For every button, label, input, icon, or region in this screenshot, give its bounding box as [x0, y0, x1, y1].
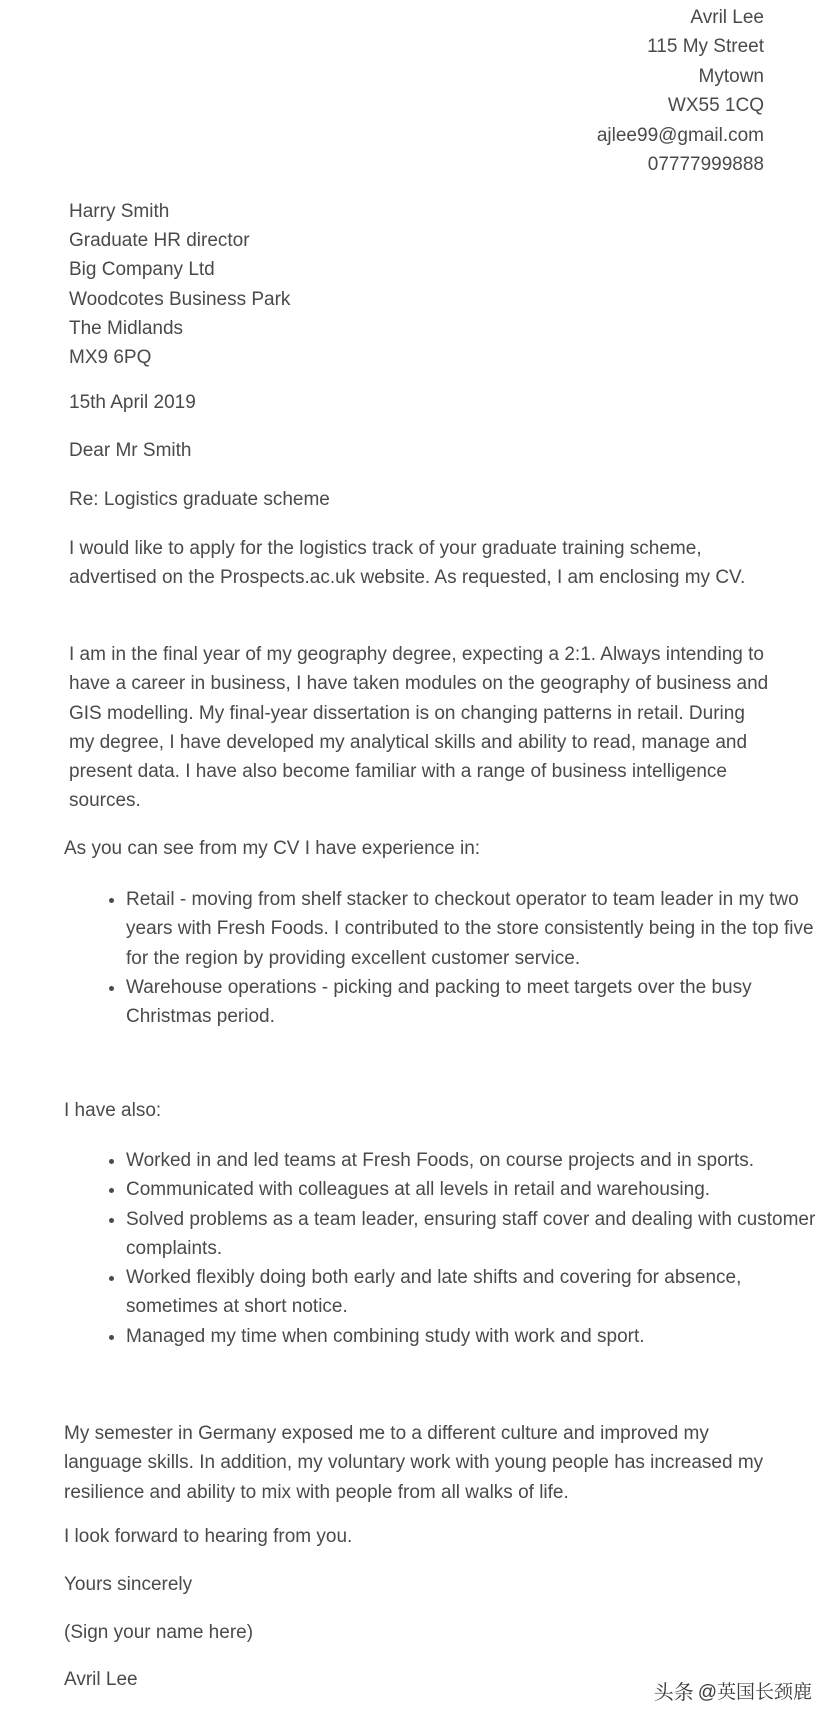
recipient-address-line: Woodcotes Business Park: [69, 288, 291, 310]
sender-town: Mytown: [698, 65, 764, 87]
recipient-address-block: [69, 197, 290, 372]
experience-list: [64, 885, 826, 1031]
list-item: • Retail - moving from shelf stacker to checkout operator to team leader in my two years with Fresh Foods. I contributed to the store consistently being in the top five for the region by providing excellent customer service.: [126, 885, 826, 973]
intro-paragraph: I would like to apply for the logistics track of your graduate training scheme, advertised on the Prospects.ac.uk website. As requested, I am enclosing my CV.: [69, 538, 746, 589]
list-item: • Managed my time when combining study with work and sport.: [126, 1322, 826, 1351]
list-item: • Worked in and led teams at Fresh Foods, on course projects and in sports.: [126, 1146, 826, 1175]
sender-phone: 07777999888: [647, 154, 764, 176]
also-list: [64, 1146, 826, 1351]
recipient-name: Harry Smith: [69, 201, 170, 222]
sender-street: 115 My Street: [647, 36, 764, 58]
experience-intro: As you can see from my CV I have experience in:: [64, 838, 481, 859]
watermark-handle: @英国长颈鹿: [697, 1682, 812, 1703]
closing-paragraph: My semester in Germany exposed me to a different culture and improved my language skills. In addition, my voluntary work with young people has increased my resilience and ability to mix with people from all walks of life.: [64, 1423, 764, 1503]
watermark-prefix: 头条: [653, 1682, 694, 1704]
list-item: • Worked flexibly doing both early and late shifts and covering for absence, sometimes at short notice.: [126, 1263, 826, 1322]
recipient-title: Graduate HR director: [69, 230, 250, 252]
sender-postcode: WX55 1CQ: [667, 95, 764, 117]
signed-name: Avril Lee: [64, 1669, 138, 1690]
list-item: • Communicated with colleagues at all levels in retail and warehousing.: [126, 1175, 826, 1204]
sender-name: Avril Lee: [690, 7, 764, 28]
degree-paragraph: I am in the final year of my geography degree, expecting a 2:1. Always intending to have a career in business, I have taken modules on the geography of business and GIS modelling. My final-year dissertation is on changing patterns in retail. During my degree, I have developed my analytical skills and ability to read, manage and present data. I have also become familiar with a range of business intelligence sources.: [69, 644, 769, 812]
list-item: • Warehouse operations - picking and packing to meet targets over the busy Christmas period.: [126, 973, 826, 1032]
recipient-region: The Midlands: [69, 317, 184, 339]
recipient-company: Big Company Ltd: [69, 259, 215, 281]
sign-off: Yours sincerely: [64, 1574, 193, 1595]
also-intro: I have also:: [64, 1100, 162, 1121]
salutation: Dear Mr Smith: [69, 440, 192, 461]
recipient-postcode: MX9 6PQ: [69, 347, 152, 369]
source-watermark: [654, 1676, 812, 1705]
list-item: • Solved problems as a team leader, ensuring staff cover and dealing with customer complaints.: [126, 1205, 826, 1264]
signature-placeholder: (Sign your name here): [64, 1622, 254, 1643]
look-forward-line: I look forward to hearing from you.: [64, 1526, 353, 1547]
sender-address-block: [597, 3, 764, 179]
sender-email: ajlee99@gmail.com: [596, 124, 764, 146]
letter-date: 15th April 2019: [69, 392, 196, 413]
subject-line: Re: Logistics graduate scheme: [69, 489, 330, 510]
